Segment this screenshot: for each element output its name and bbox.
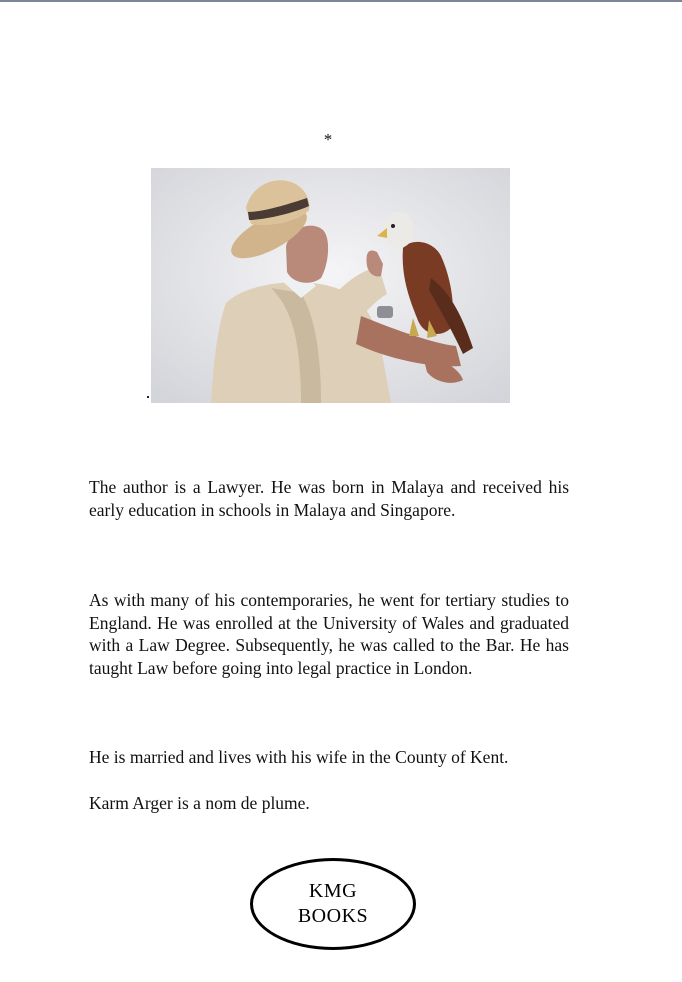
author-bio-paragraph-1: The author is a Lawyer. He was born in Malaya and received his early education in schools in Malaya and Singapore.	[89, 477, 569, 520]
publisher-logo-line-2: BOOKS	[297, 905, 369, 927]
section-marker: *	[323, 130, 333, 149]
photo-caption-dot	[147, 396, 149, 398]
author-bio-paragraph-2: As with many of his contemporaries, he went for tertiary studies to England. He was enrolled at the University of Wales and graduated with a Law Degree. Subsequently, he was called to the Bar. He has taught Law before going into legal practice in London.	[89, 590, 569, 678]
pen-name-note: Karm Arger is a nom de plume.	[89, 793, 310, 813]
publisher-logo	[250, 858, 416, 950]
author-photo-illustration	[151, 168, 510, 403]
author-photo	[151, 168, 510, 403]
author-bio-paragraph-3: He is married and lives with his wife in the County of Kent.	[89, 747, 509, 767]
top-border-rule	[0, 0, 682, 2]
publisher-logo-line-1: KMG	[308, 880, 358, 902]
